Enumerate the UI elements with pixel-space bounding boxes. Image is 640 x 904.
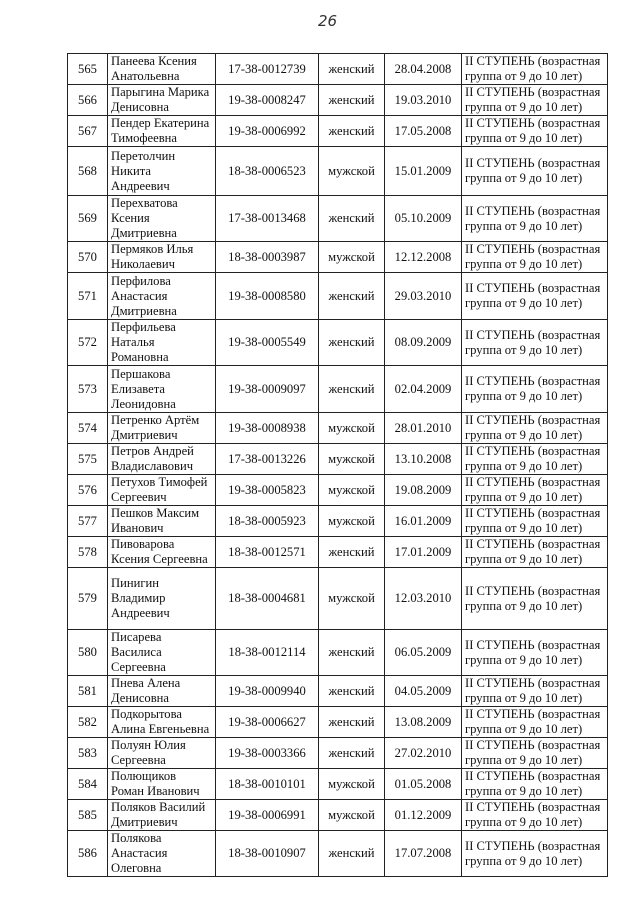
cell-line: II СТУПЕНЬ (возрастная (465, 769, 601, 783)
page-number: 26 (318, 12, 338, 30)
birth-date-cell: 01.05.2008 (385, 769, 462, 800)
cell-line: Пендер Екатерина (111, 116, 210, 130)
cell-line: Пнева Алена (111, 676, 181, 690)
age-group-cell (462, 630, 608, 676)
birth-date-cell: 17.07.2008 (385, 831, 462, 877)
row-number-cell: 586 (68, 831, 108, 877)
gender-cell: женский (319, 676, 385, 707)
table-row (68, 800, 608, 831)
birth-date-cell: 29.03.2010 (385, 273, 462, 320)
birth-date-cell: 04.05.2009 (385, 676, 462, 707)
id-code-cell: 19-38-0006992 (216, 116, 319, 147)
id-code-cell: 19-38-0003366 (216, 738, 319, 769)
cell-line: Панеева Ксения (111, 54, 197, 68)
age-group-cell (462, 366, 608, 413)
id-code-cell: 18-38-0004681 (216, 568, 319, 630)
gender-cell: женский (319, 738, 385, 769)
table-row (68, 568, 608, 630)
table-row (68, 273, 608, 320)
cell-line: Полякова (111, 831, 162, 845)
cell-line: группа от 9 до 10 лет) (465, 171, 583, 185)
gender-cell: женский (319, 116, 385, 147)
row-number-cell: 571 (68, 273, 108, 320)
cell-line: Анатольевна (111, 69, 180, 83)
age-group-cell (462, 147, 608, 196)
birth-date-cell: 19.03.2010 (385, 85, 462, 116)
gender-cell: женский (319, 831, 385, 877)
row-number-cell: 567 (68, 116, 108, 147)
birth-date-cell: 13.08.2009 (385, 707, 462, 738)
full-name-cell (108, 366, 216, 413)
gender-cell: женский (319, 320, 385, 366)
row-number-cell: 569 (68, 196, 108, 242)
full-name-cell (108, 676, 216, 707)
gender-cell: женский (319, 196, 385, 242)
cell-line: Андреевич (111, 178, 170, 193)
birth-date-cell: 28.04.2008 (385, 54, 462, 85)
cell-line: Петров Андрей (111, 444, 194, 458)
cell-line: II СТУПЕНЬ (возрастная (465, 537, 601, 551)
full-name-cell (108, 147, 216, 196)
cell-line: Леонидовна (111, 396, 176, 411)
age-group-cell (462, 537, 608, 568)
cell-line: Дмитриевна (111, 303, 177, 318)
cell-line: группа от 9 до 10 лет) (465, 296, 583, 310)
cell-line: Ксения Сергеевна (111, 552, 208, 566)
birth-date-cell: 12.12.2008 (385, 242, 462, 273)
birth-date-cell: 15.01.2009 (385, 147, 462, 196)
table-row (68, 676, 608, 707)
cell-line: Перфильева (111, 320, 176, 334)
age-group-cell (462, 54, 608, 85)
cell-line: Писарева (111, 630, 162, 644)
age-group-cell (462, 413, 608, 444)
id-code-cell: 19-38-0005549 (216, 320, 319, 366)
id-code-cell: 19-38-0006627 (216, 707, 319, 738)
age-group-cell (462, 676, 608, 707)
id-code-cell: 17-38-0013468 (216, 196, 319, 242)
cell-line: II СТУПЕНЬ (возрастная (465, 583, 601, 598)
cell-line: группа от 9 до 10 лет) (465, 521, 583, 535)
full-name-cell (108, 475, 216, 506)
cell-line: Сергеевна (111, 753, 166, 767)
cell-line: Иванович (111, 521, 164, 535)
cell-line: Николаевич (111, 257, 175, 271)
full-name-cell (108, 800, 216, 831)
cell-line: Дмитриевич (111, 428, 178, 442)
cell-line: II СТУПЕНЬ (возрастная (465, 116, 601, 130)
row-number-cell: 565 (68, 54, 108, 85)
cell-line: группа от 9 до 10 лет) (465, 753, 583, 767)
cell-line: Дмитриевна (111, 226, 177, 240)
cell-line: группа от 9 до 10 лет) (465, 722, 583, 736)
cell-line: группа от 9 до 10 лет) (465, 815, 583, 829)
cell-line: Алина Евгеньевна (111, 722, 210, 736)
row-number-cell: 585 (68, 800, 108, 831)
id-code-cell: 19-38-0009940 (216, 676, 319, 707)
age-group-cell (462, 196, 608, 242)
table-row (68, 196, 608, 242)
registry-rows (68, 54, 608, 877)
table-row (68, 831, 608, 877)
age-group-cell (462, 506, 608, 537)
cell-line: группа от 9 до 10 лет) (465, 552, 583, 566)
gender-cell: женский (319, 537, 385, 568)
birth-date-cell: 17.05.2008 (385, 116, 462, 147)
cell-line: группа от 9 до 10 лет) (465, 652, 583, 667)
gender-cell: женский (319, 630, 385, 676)
gender-cell: мужской (319, 769, 385, 800)
age-group-cell (462, 273, 608, 320)
cell-line: группа от 9 до 10 лет) (465, 389, 583, 403)
cell-line: II СТУПЕНЬ (возрастная (465, 327, 601, 342)
id-code-cell: 19-38-0006991 (216, 800, 319, 831)
table-row (68, 116, 608, 147)
birth-date-cell: 02.04.2009 (385, 366, 462, 413)
full-name-cell (108, 444, 216, 475)
cell-line: Тимофеевна (111, 131, 178, 145)
table-row (68, 413, 608, 444)
age-group-cell (462, 738, 608, 769)
cell-line: II СТУПЕНЬ (возрастная (465, 156, 601, 170)
id-code-cell: 18-38-0010907 (216, 831, 319, 877)
full-name-cell (108, 320, 216, 366)
id-code-cell: 18-38-0012114 (216, 630, 319, 676)
cell-line: Пермяков Илья (111, 242, 194, 256)
full-name-cell (108, 196, 216, 242)
cell-line: Подкорытова (111, 707, 182, 721)
cell-line: Анастасия (111, 846, 168, 860)
cell-line: Наталья (111, 335, 155, 349)
gender-cell: женский (319, 85, 385, 116)
row-number-cell: 570 (68, 242, 108, 273)
id-code-cell: 18-38-0012571 (216, 537, 319, 568)
row-number-cell: 580 (68, 630, 108, 676)
age-group-cell (462, 116, 608, 147)
full-name-cell (108, 707, 216, 738)
id-code-cell: 19-38-0009097 (216, 366, 319, 413)
gender-cell: мужской (319, 444, 385, 475)
cell-line: группа от 9 до 10 лет) (465, 131, 583, 145)
cell-line: Перетолчин (111, 148, 176, 163)
gender-cell: мужской (319, 475, 385, 506)
gender-cell: женский (319, 54, 385, 85)
cell-line: группа от 9 до 10 лет) (465, 853, 583, 868)
cell-line: II СТУПЕНЬ (возрастная (465, 838, 601, 853)
id-code-cell: 18-38-0010101 (216, 769, 319, 800)
birth-date-cell: 28.01.2010 (385, 413, 462, 444)
birth-date-cell: 12.03.2010 (385, 568, 462, 630)
cell-line: Денисовна (111, 100, 169, 114)
gender-cell: женский (319, 273, 385, 320)
birth-date-cell: 05.10.2009 (385, 196, 462, 242)
table-row (68, 147, 608, 196)
birth-date-cell: 16.01.2009 (385, 506, 462, 537)
age-group-cell (462, 568, 608, 630)
id-code-cell: 19-38-0005823 (216, 475, 319, 506)
cell-line: Василиса (111, 645, 162, 659)
id-code-cell: 19-38-0008938 (216, 413, 319, 444)
table-row (68, 707, 608, 738)
age-group-cell (462, 800, 608, 831)
gender-cell: мужской (319, 147, 385, 196)
row-number-cell: 576 (68, 475, 108, 506)
full-name-cell (108, 506, 216, 537)
row-number-cell: 574 (68, 413, 108, 444)
table-row (68, 630, 608, 676)
full-name-cell (108, 85, 216, 116)
cell-line: Парыгина Марика (111, 85, 210, 99)
registry-table (67, 53, 608, 877)
gender-cell: мужской (319, 242, 385, 273)
id-code-cell: 17-38-0012739 (216, 54, 319, 85)
cell-line: Ксения (111, 211, 150, 225)
cell-line: Першакова (111, 366, 171, 381)
cell-line: II СТУПЕНЬ (возрастная (465, 800, 601, 814)
table-row (68, 738, 608, 769)
cell-line: Петренко Артём (111, 413, 200, 427)
birth-date-cell: 27.02.2010 (385, 738, 462, 769)
age-group-cell (462, 707, 608, 738)
cell-line: группа от 9 до 10 лет) (465, 428, 583, 442)
full-name-cell (108, 413, 216, 444)
cell-line: II СТУПЕНЬ (возрастная (465, 506, 601, 520)
table-row (68, 769, 608, 800)
cell-line: Сергеевич (111, 490, 167, 504)
cell-line: Перехватова (111, 196, 178, 210)
id-code-cell: 19-38-0008247 (216, 85, 319, 116)
table-row (68, 506, 608, 537)
cell-line: II СТУПЕНЬ (возрастная (465, 281, 601, 295)
id-code-cell: 18-38-0005923 (216, 506, 319, 537)
age-group-cell (462, 831, 608, 877)
birth-date-cell: 08.09.2009 (385, 320, 462, 366)
cell-line: II СТУПЕНЬ (возрастная (465, 676, 601, 690)
age-group-cell (462, 769, 608, 800)
full-name-cell (108, 831, 216, 877)
id-code-cell: 17-38-0013226 (216, 444, 319, 475)
cell-line: Перфилова (111, 273, 171, 288)
birth-date-cell: 17.01.2009 (385, 537, 462, 568)
full-name-cell (108, 630, 216, 676)
full-name-cell (108, 738, 216, 769)
age-group-cell (462, 475, 608, 506)
birth-date-cell: 06.05.2009 (385, 630, 462, 676)
birth-date-cell: 19.08.2009 (385, 475, 462, 506)
cell-line: Поляков Василий (111, 800, 206, 814)
cell-line: II СТУПЕНЬ (возрастная (465, 637, 601, 652)
cell-line: Андреевич (111, 606, 170, 620)
age-group-cell (462, 444, 608, 475)
cell-line: группа от 9 до 10 лет) (465, 69, 583, 83)
cell-line: II СТУПЕНЬ (возрастная (465, 242, 601, 256)
birth-date-cell: 01.12.2009 (385, 800, 462, 831)
cell-line: группа от 9 до 10 лет) (465, 459, 583, 473)
cell-line: Петухов Тимофей (111, 475, 208, 489)
cell-line: Полющиков (111, 769, 177, 783)
cell-line: группа от 9 до 10 лет) (465, 598, 583, 613)
age-group-cell (462, 85, 608, 116)
cell-line: Владимир (111, 591, 166, 605)
id-code-cell: 18-38-0003987 (216, 242, 319, 273)
cell-line: Пивоварова (111, 537, 175, 551)
cell-line: Никита (111, 163, 151, 178)
cell-line: Романовна (111, 350, 169, 364)
row-number-cell: 568 (68, 147, 108, 196)
table-row (68, 54, 608, 85)
cell-line: Анастасия (111, 288, 168, 303)
full-name-cell (108, 568, 216, 630)
cell-line: II СТУПЕНЬ (возрастная (465, 707, 601, 721)
cell-line: группа от 9 до 10 лет) (465, 691, 583, 705)
row-number-cell: 578 (68, 537, 108, 568)
cell-line: Олеговна (111, 861, 162, 875)
row-number-cell: 584 (68, 769, 108, 800)
row-number-cell: 579 (68, 568, 108, 630)
id-code-cell: 18-38-0006523 (216, 147, 319, 196)
age-group-cell (462, 242, 608, 273)
birth-date-cell: 13.10.2008 (385, 444, 462, 475)
cell-line: Сергеевна (111, 660, 166, 674)
cell-line: группа от 9 до 10 лет) (465, 218, 583, 233)
table-row (68, 85, 608, 116)
table-row (68, 537, 608, 568)
row-number-cell: 575 (68, 444, 108, 475)
row-number-cell: 581 (68, 676, 108, 707)
cell-line: II СТУПЕНЬ (возрастная (465, 54, 601, 68)
gender-cell: мужской (319, 413, 385, 444)
cell-line: Полуян Юлия (111, 738, 186, 752)
cell-line: Денисовна (111, 691, 169, 705)
table-row (68, 242, 608, 273)
full-name-cell (108, 54, 216, 85)
cell-line: Дмитриевич (111, 815, 178, 829)
cell-line: группа от 9 до 10 лет) (465, 100, 583, 114)
full-name-cell (108, 116, 216, 147)
row-number-cell: 583 (68, 738, 108, 769)
row-number-cell: 566 (68, 85, 108, 116)
cell-line: II СТУПЕНЬ (возрастная (465, 85, 601, 99)
cell-line: группа от 9 до 10 лет) (465, 490, 583, 504)
gender-cell: мужской (319, 506, 385, 537)
cell-line: II СТУПЕНЬ (возрастная (465, 374, 601, 388)
table-row (68, 444, 608, 475)
gender-cell: мужской (319, 800, 385, 831)
gender-cell: женский (319, 366, 385, 413)
full-name-cell (108, 242, 216, 273)
cell-line: Владиславович (111, 459, 194, 473)
table-row (68, 475, 608, 506)
full-name-cell (108, 537, 216, 568)
cell-line: II СТУПЕНЬ (возрастная (465, 738, 601, 752)
age-group-cell (462, 320, 608, 366)
row-number-cell: 572 (68, 320, 108, 366)
full-name-cell (108, 769, 216, 800)
table-row (68, 366, 608, 413)
row-number-cell: 573 (68, 366, 108, 413)
cell-line: Елизавета (111, 381, 165, 396)
cell-line: Роман Иванович (111, 784, 200, 798)
cell-line: Пешков Максим (111, 506, 200, 520)
cell-line: группа от 9 до 10 лет) (465, 257, 583, 271)
cell-line: II СТУПЕНЬ (возрастная (465, 475, 601, 489)
cell-line: Пинигин (111, 576, 159, 590)
cell-line: группа от 9 до 10 лет) (465, 342, 583, 357)
gender-cell: мужской (319, 568, 385, 630)
gender-cell: женский (319, 707, 385, 738)
cell-line: группа от 9 до 10 лет) (465, 784, 583, 798)
row-number-cell: 577 (68, 506, 108, 537)
cell-line: II СТУПЕНЬ (возрастная (465, 444, 601, 458)
id-code-cell: 19-38-0008580 (216, 273, 319, 320)
table-row (68, 320, 608, 366)
full-name-cell (108, 273, 216, 320)
row-number-cell: 582 (68, 707, 108, 738)
cell-line: II СТУПЕНЬ (возрастная (465, 413, 601, 427)
cell-line: II СТУПЕНЬ (возрастная (465, 203, 601, 218)
